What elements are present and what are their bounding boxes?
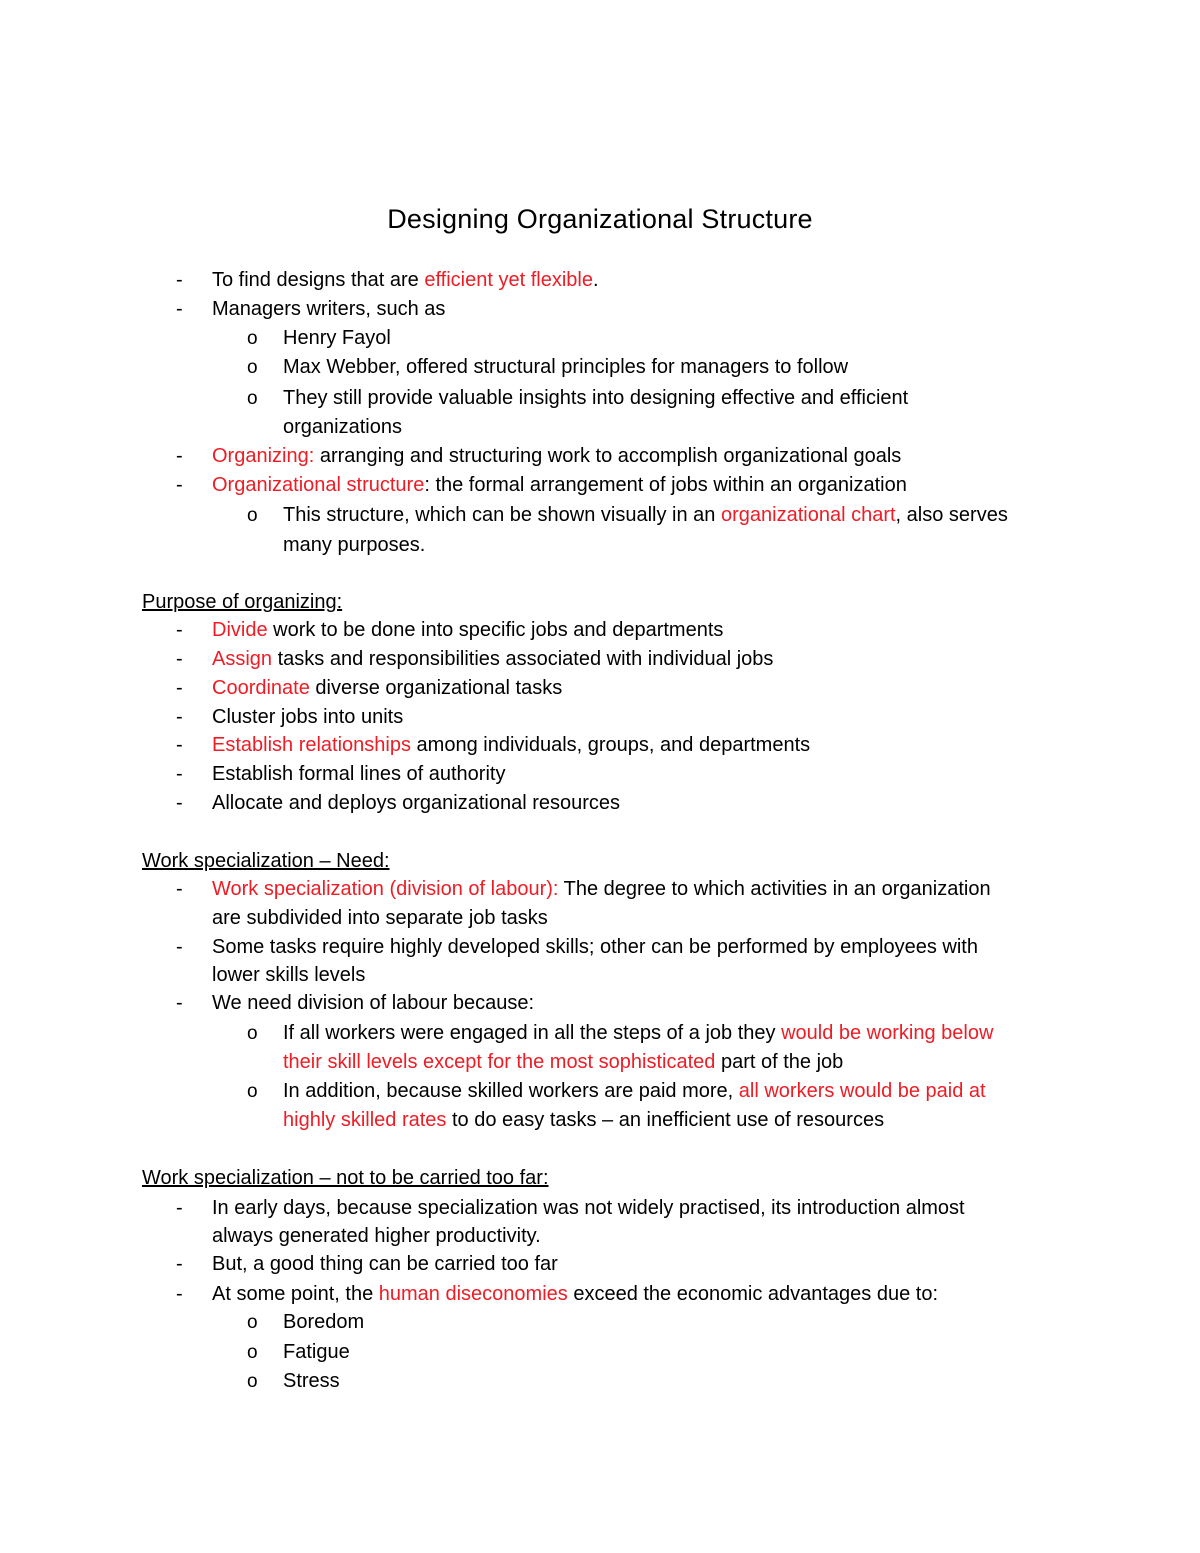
section-heading: Work specialization – not to be carried too far: (142, 1167, 549, 1189)
page-title: Designing Organizational Structure (387, 204, 813, 234)
dash-bullet: - (176, 878, 183, 900)
list-item: Organizational structure: the formal arrangement of jobs within an organization (212, 474, 907, 496)
dash-bullet: - (176, 763, 183, 785)
dash-bullet: - (176, 792, 183, 814)
sub-list-item: Boredom (283, 1311, 365, 1333)
list-item: In early days, because specialization was not widely practised, its introduction almost (212, 1197, 965, 1219)
list-item: Allocate and deploys organizational resources (212, 792, 621, 814)
section-heading: Purpose of organizing: (142, 591, 343, 613)
list-item: Assign tasks and responsibilities associated with individual jobs (212, 648, 774, 670)
section-heading: Work specialization – Need: (142, 850, 390, 872)
dash-bullet: - (176, 1253, 183, 1275)
circle-bullet: o (247, 1312, 258, 1333)
sub-list-item: This structure, which can be shown visually in an organizational chart, also serves (283, 504, 1008, 526)
sub-list-item: Henry Fayol (283, 327, 391, 349)
sub-list-item-continuation: highly skilled rates to do easy tasks – an inefficient use of resources (283, 1109, 885, 1131)
list-item: Some tasks require highly developed skills; other can be performed by employees with (212, 936, 978, 958)
circle-bullet: o (247, 388, 258, 409)
list-item-continuation: are subdivided into separate job tasks (212, 907, 548, 929)
dash-bullet: - (176, 677, 183, 699)
dash-bullet: - (176, 734, 183, 756)
dash-bullet: - (176, 706, 183, 728)
list-item: Work specialization (division of labour): The degree to which activities in an organization (212, 878, 991, 900)
list-item-continuation: lower skills levels (212, 964, 366, 986)
sub-list-item: Max Webber, offered structural principles for managers to follow (283, 356, 849, 378)
sub-list-item: In addition, because skilled workers are paid more, all workers would be paid at (283, 1080, 986, 1102)
dash-bullet: - (176, 1283, 183, 1305)
list-item: Cluster jobs into units (212, 706, 404, 728)
circle-bullet: o (247, 505, 258, 526)
sub-list-item-continuation: their skill levels except for the most sophisticated part of the job (283, 1051, 844, 1073)
circle-bullet: o (247, 1371, 258, 1392)
sub-list-item-continuation: organizations (283, 416, 402, 438)
list-item: Establish formal lines of authority (212, 763, 506, 785)
circle-bullet: o (247, 1342, 258, 1363)
list-item: We need division of labour because: (212, 992, 535, 1014)
dash-bullet: - (176, 936, 183, 958)
circle-bullet: o (247, 1081, 258, 1102)
sub-list-item: They still provide valuable insights into designing effective and efficient (283, 387, 909, 409)
dash-bullet: - (176, 269, 183, 291)
list-item: To find designs that are efficient yet flexible. (212, 269, 599, 291)
list-item-continuation: always generated higher productivity. (212, 1225, 541, 1247)
list-item: Establish relationships among individuals, groups, and departments (212, 734, 811, 756)
list-item: Managers writers, such as (212, 298, 446, 320)
dash-bullet: - (176, 445, 183, 467)
sub-list-item: Fatigue (283, 1341, 350, 1363)
dash-bullet: - (176, 298, 183, 320)
dash-bullet: - (176, 992, 183, 1014)
sub-list-item-continuation: many purposes. (283, 534, 426, 556)
list-item: But, a good thing can be carried too far (212, 1253, 558, 1275)
list-item: Organizing: arranging and structuring work to accomplish organizational goals (212, 445, 902, 467)
circle-bullet: o (247, 328, 258, 349)
sub-list-item: Stress (283, 1370, 340, 1392)
dash-bullet: - (176, 648, 183, 670)
list-item: Divide work to be done into specific jobs and departments (212, 619, 724, 641)
circle-bullet: o (247, 1023, 258, 1044)
list-item: At some point, the human diseconomies exceed the economic advantages due to: (212, 1283, 939, 1305)
dash-bullet: - (176, 619, 183, 641)
circle-bullet: o (247, 357, 258, 378)
list-item: Coordinate diverse organizational tasks (212, 677, 563, 699)
sub-list-item: If all workers were engaged in all the steps of a job they would be working below (283, 1022, 994, 1044)
dash-bullet: - (176, 474, 183, 496)
dash-bullet: - (176, 1197, 183, 1219)
